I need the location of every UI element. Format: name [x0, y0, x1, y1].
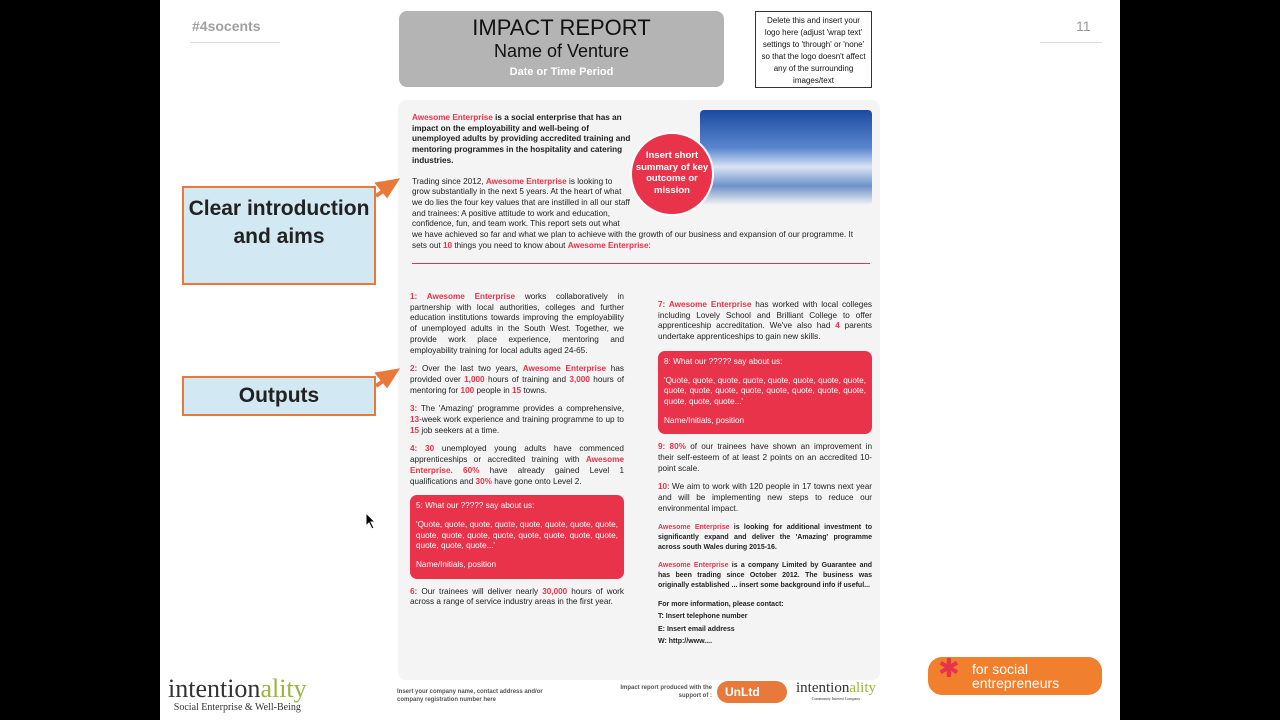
body-text: parents undertake apprenticeships to gain new skills.: [658, 321, 872, 342]
highlight-text: 4: 30: [410, 444, 435, 454]
body-text: towns.: [521, 385, 548, 395]
logo-tagline: Social Enterprise & Well-Being: [173, 702, 301, 713]
highlight-text: 10: [658, 482, 668, 492]
body-text: has worked with local colleges including Lovely School and Brilliant College to offer apprenticeship accreditation. We've also had: [658, 300, 872, 331]
callout-arrows: [160, 0, 1120, 720]
highlight-text: Awesome Enterprise: [485, 176, 567, 186]
body-text: Our trainees will deliver nearly: [417, 586, 543, 596]
logo-tagline: Community Interest Company: [811, 696, 861, 701]
highlight-text: Awesome Enterprise: [658, 523, 730, 531]
body-text: is a social enterprise that has an impact on the employability and well-being of unemployed adults by providing accredited training and mentoring programmes in the hospitality and catering industries.: [412, 113, 631, 165]
body-text: people in: [474, 385, 512, 395]
report-title: IMPACT REPORT: [472, 15, 651, 40]
body-text: The 'Amazing' programme provides a comprehensive,: [417, 404, 624, 414]
body-text: hours of mentoring for: [410, 374, 624, 395]
footer-support: Impact report produced with the support of :: [620, 685, 712, 699]
mouse-cursor-icon: [365, 512, 377, 530]
body-text: job seekers at a time.: [419, 425, 500, 435]
body-text: unemployed young adults have commenced apprenticeships or accredited training with: [410, 444, 624, 465]
highlight-text: 1,000: [464, 374, 485, 384]
body-text: Over the last two years,: [417, 364, 523, 374]
unltd-logo: UnLtd: [717, 681, 787, 703]
contact-web: W: http://www....: [658, 638, 713, 646]
quote-heading: 8: What our ????? say about us:: [664, 356, 783, 366]
date-period: Date or Time Period: [509, 66, 614, 78]
venture-name: Name of Venture: [493, 41, 630, 61]
body-text: is looking for additional investment to significantly expand and deliver the 'Amazing' programme across south Wales during 2015-16.: [658, 523, 872, 551]
logo-accent: ality: [260, 674, 307, 703]
highlight-text: 2:: [410, 364, 418, 374]
body-text: hours of work across a range of service industry areas in the first year.: [410, 586, 624, 607]
footer-address: Insert your company name, contact address and/or company registration number here: [397, 689, 543, 703]
highlight-text: Awesome Enterprise: [658, 561, 729, 569]
logo-text: intention: [796, 680, 850, 696]
body-text: :: [648, 240, 651, 250]
body-text: has provided over: [410, 364, 624, 384]
highlight-text: Awesome Enterprise: [412, 113, 493, 122]
body-text: is a company Limited by Guarantee and has been trading since October 2012. The business was originally established ... insert some background info if useful...: [658, 561, 873, 589]
highlight-text: Awesome Enterprise: [567, 240, 649, 250]
quote-attribution: Name/Initials, position: [416, 560, 497, 570]
body-text: things you need to know about: [452, 240, 568, 250]
highlight-text: 1: Awesome Enterprise: [410, 292, 516, 301]
page-number: 11: [1076, 18, 1091, 34]
highlight-text: 9: 80%: [658, 442, 686, 452]
contact-heading: For more information, please contact:: [658, 600, 784, 608]
highlight-text: 6:: [410, 586, 418, 596]
highlight-text: 15: [410, 425, 420, 435]
quote-attribution: Name/Initials, position: [664, 415, 745, 425]
logo-text: intention: [168, 674, 261, 703]
quote-text: 'Quote, quote, quote, quote, quote, quote, quote, quote, quote, quote, quote, quote, quote, quote, quote, quote, quote, quote, quote...': [664, 375, 866, 406]
body-text: of our trainees have shown an improvement in their self-esteem of at least 2 points on an accredited 10-point scale.: [658, 442, 872, 473]
mission-circle: Insert short summary of key outcome or mission: [630, 132, 714, 216]
callout-intro: Clear introduction and aims: [182, 186, 376, 285]
badge-text: for social entrepreneurs: [972, 661, 1060, 691]
body-text: Trading since 2012,: [412, 176, 486, 186]
star-icon: ✱: [938, 653, 960, 683]
body-text: have already gained Level 1 qualifications and: [410, 465, 624, 486]
body-text: hours of training and: [484, 374, 570, 384]
contact-phone: T: Insert telephone number: [658, 613, 748, 621]
logo-placeholder: Delete this and insert your logo here (adjust 'wrap text' settings to 'through' or 'none' so that the logo doesn't affect any of the surrounding images/text: [755, 11, 872, 88]
contact-email: E: Insert email address: [658, 625, 735, 633]
slide: [160, 0, 1120, 720]
body-text: : We aim to work with 120 people in 17 towns next year and will be implementing new steps to reduce our environmental impact.: [658, 482, 872, 513]
callout-outputs: Outputs: [182, 376, 376, 416]
quote-text: 'Quote, quote, quote, quote, quote, quote, quote, quote, quote, quote, quote, quote, quote, quote, quote, quote, quote, quote, quote...': [416, 519, 618, 551]
highlight-text: 4: [835, 321, 840, 331]
body-text: -week work experience and training programme to up to: [419, 415, 624, 425]
highlight-text: 30,000: [542, 586, 568, 596]
highlight-text: 13: [410, 415, 420, 425]
highlight-text: Awesome Enterprise. 60%: [410, 455, 624, 475]
highlight-text: 30%: [475, 476, 492, 486]
body-text: works collaboratively in partnership with local authorities, colleges and further education institutions towards improving the employability of unemployed adults in the South West. Together, we provide work place experience, mentoring and employability training for local adults aged 24-65.: [410, 292, 624, 355]
highlight-text: 100: [460, 385, 475, 395]
highlight-text: 3,000: [569, 374, 590, 384]
for-social-entrepreneurs-badge: [928, 653, 1102, 695]
highlight-text: 3:: [410, 404, 418, 414]
quote-heading: 5: What our ????? say about us:: [416, 501, 535, 511]
highlight-text: Awesome Enterprise: [522, 364, 607, 374]
intentionality-small-logo: [796, 681, 876, 702]
hashtag: #4socents: [192, 18, 261, 34]
highlight-text: 10: [442, 240, 453, 250]
intentionality-logo: [168, 676, 307, 714]
highlight-text: 15: [511, 385, 522, 395]
logo-accent: ality: [849, 680, 876, 696]
body-text: is looking to grow substantially in the next 5 years. At the heart of what we do lies the four key values that are instilled in all our staff and trainees: A positive attitude to work and education, confidence, fun, and team work. This report sets out what we have achieved so far and what we plan to achieve with the growth of our business and expansion of our programme. It sets out: [412, 176, 854, 250]
body-text: have gone onto Level 2.: [491, 476, 582, 486]
highlight-text: 7: Awesome Enterprise: [658, 300, 752, 309]
